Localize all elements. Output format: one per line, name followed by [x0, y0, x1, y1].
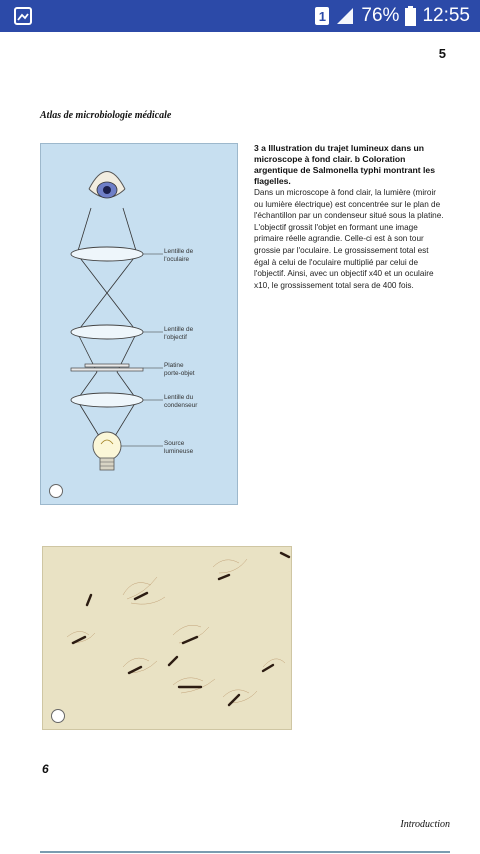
- light-path-drawing: [41, 144, 237, 504]
- label-stage: Platine porte-objet: [164, 362, 195, 377]
- clock: 12:55: [422, 5, 470, 26]
- label-ocular-lens: Lentille de l'oculaire: [164, 248, 194, 263]
- page-number-bottom: 6: [42, 762, 49, 776]
- photo-marker-dot: [51, 709, 65, 723]
- label-objective-lens: Lentille de l'objectif: [164, 326, 194, 341]
- running-head: Atlas de microbiologie médicale: [40, 110, 172, 121]
- microscope-diagram: [40, 143, 238, 505]
- caption-title: 3 a Illustration du trajet lumineux dans un microscope à fond clair. b Coloration argentique de Salmonella typhi montrant les flagelles.: [254, 143, 435, 186]
- figure-marker-dot: [49, 484, 63, 498]
- figure-caption: [254, 143, 444, 291]
- label-condenser: Lentille du condenseur: [164, 394, 198, 409]
- section-footer: Introduction: [400, 819, 450, 830]
- bacteria-micrograph: [42, 546, 292, 730]
- page-number-top: 5: [438, 46, 446, 61]
- battery-percent: 76%: [361, 5, 400, 26]
- micrograph-drawing: [43, 547, 291, 729]
- caption-body: Dans un microscope à fond clair, la lumière (miroir ou lumière électrique) est concentrée sur le plan de l'échantillon par un condenseur situé sous la platine. L'objectif grossit l'objet en formant une image primaire réelle agrandie. Celle-ci est à son tour grossie par l'oculaire. Le grossissement total est égal à celui de l'oculaire multiplié par celui de l'objectif. Ainsi, avec un objectif x40 et un oculaire x10, le grossissement total sera de 400 fois.: [254, 188, 444, 290]
- status-bar: [0, 0, 480, 32]
- sim-icon: 1: [315, 7, 329, 25]
- page-divider: [40, 851, 450, 853]
- status-right: [315, 4, 470, 28]
- label-light-source: Source lumineuse: [164, 440, 194, 455]
- signal-icon: [335, 7, 355, 25]
- battery-icon: [405, 6, 416, 26]
- gallery-icon: [14, 7, 32, 25]
- document-page[interactable]: [0, 32, 480, 854]
